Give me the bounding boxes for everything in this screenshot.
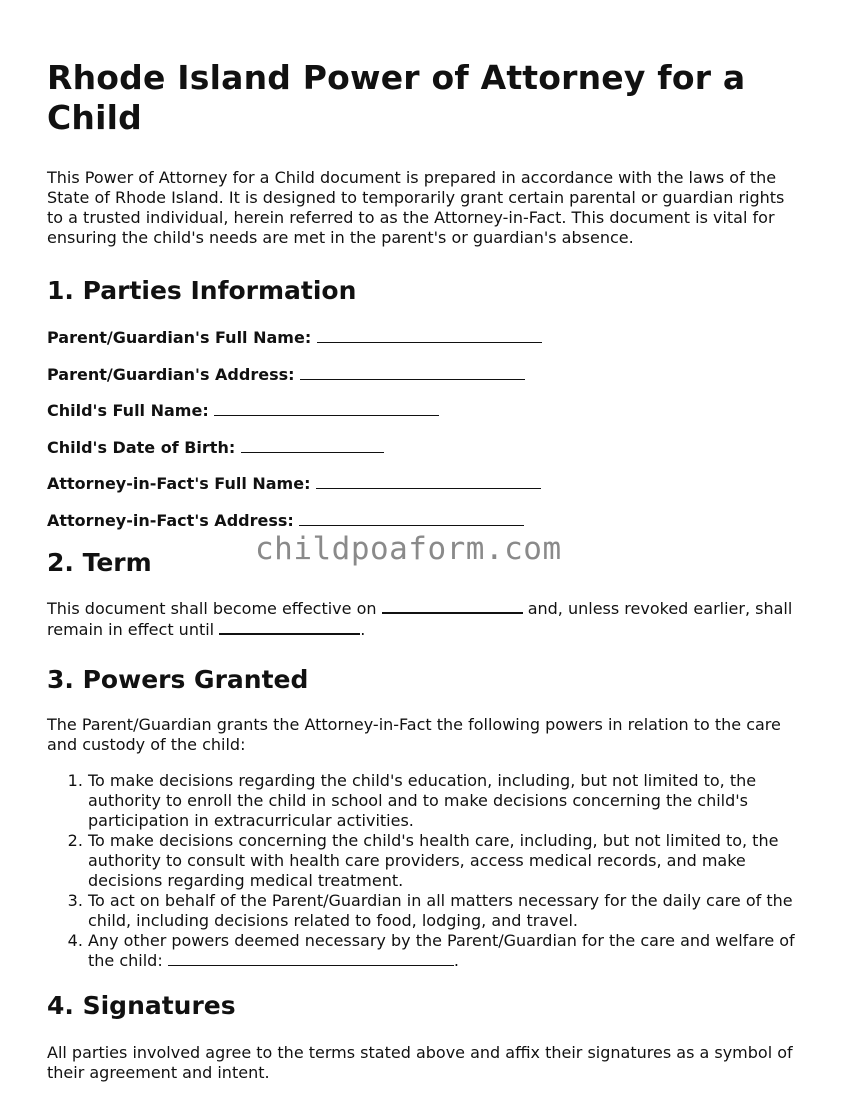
term-text-before: This document shall become effective on — [47, 598, 377, 618]
term-text-middle: and, unless revoked earlier, shall remain in effect until — [47, 598, 793, 639]
attorney-name-field — [47, 474, 803, 494]
field-label: Attorney-in-Fact's Address: — [47, 510, 294, 530]
field-label: Child's Date of Birth: — [47, 437, 236, 457]
signatures-paragraph: All parties involved agree to the terms stated above and affix their signatures as a symbol of their agreement and intent. — [47, 1042, 793, 1082]
child-dob-field — [47, 438, 803, 458]
child-dob-blank[interactable] — [241, 438, 384, 453]
section-4-heading: 4. Signatures — [47, 990, 236, 1020]
power-item: 2. To make decisions concerning the child's health care, including, but not limited to, the authority to consult with health care providers, access medical records, and make decisions regarding medical treatment. — [88, 831, 803, 891]
power-item-other-text: Any other powers deemed necessary by the Parent/Guardian for the care and welfare of the child: — [88, 930, 795, 970]
field-label: Attorney-in-Fact's Full Name: — [47, 474, 311, 494]
attorney-name-blank[interactable] — [316, 474, 541, 489]
field-label: Parent/Guardian's Full Name: — [47, 328, 312, 347]
section-1-heading: 1. Parties Information — [47, 276, 357, 305]
power-item: 1. To make decisions regarding the child's education, including, but not limited to, the authority to enroll the child in school and to make decisions concerning the child's participation in extracurricular activities. — [88, 771, 803, 831]
other-powers-blank[interactable] — [168, 951, 454, 966]
field-label: Child's Full Name: — [47, 401, 209, 421]
child-name-blank[interactable] — [214, 401, 439, 416]
document-title: Rhode Island Power of Attorney for a Child — [47, 58, 746, 137]
section-3-heading: 3. Powers Granted — [47, 664, 309, 694]
watermark-text: childpoaform.com — [255, 531, 562, 567]
attorney-address-blank[interactable] — [299, 511, 524, 526]
power-item-other-end: . — [453, 950, 459, 970]
power-item: 3. To act on behalf of the Parent/Guardian in all matters necessary for the daily care of the child, including decisions related to food, lodging, and travel. — [88, 891, 803, 931]
term-text-end: . — [360, 619, 366, 639]
field-label: Parent/Guardian's Address: — [47, 364, 295, 384]
effective-date-blank[interactable] — [382, 598, 523, 614]
term-paragraph — [47, 598, 803, 640]
powers-list — [47, 771, 803, 971]
parent-address-field — [47, 365, 803, 385]
powers-intro: The Parent/Guardian grants the Attorney-in-Fact the following powers in relation to the care and custody of the child: — [47, 714, 781, 754]
child-name-field — [47, 401, 803, 421]
parent-name-blank[interactable] — [317, 328, 542, 343]
parent-name-field — [47, 328, 803, 348]
intro-paragraph: This Power of Attorney for a Child document is prepared in accordance with the laws of the State of Rhode Island. It is designed to temporarily grant certain parental or guardian rights to a trusted individual, herein referred to as the Attorney-in-Fact. This document is vital for ensuring the child's needs are met in the parent's or guardian's absence. — [47, 168, 785, 247]
attorney-address-field — [47, 511, 803, 531]
power-item-other — [88, 931, 803, 971]
parent-address-blank[interactable] — [300, 365, 525, 380]
section-2-heading: 2. Term — [47, 547, 152, 577]
end-date-blank[interactable] — [219, 619, 360, 635]
